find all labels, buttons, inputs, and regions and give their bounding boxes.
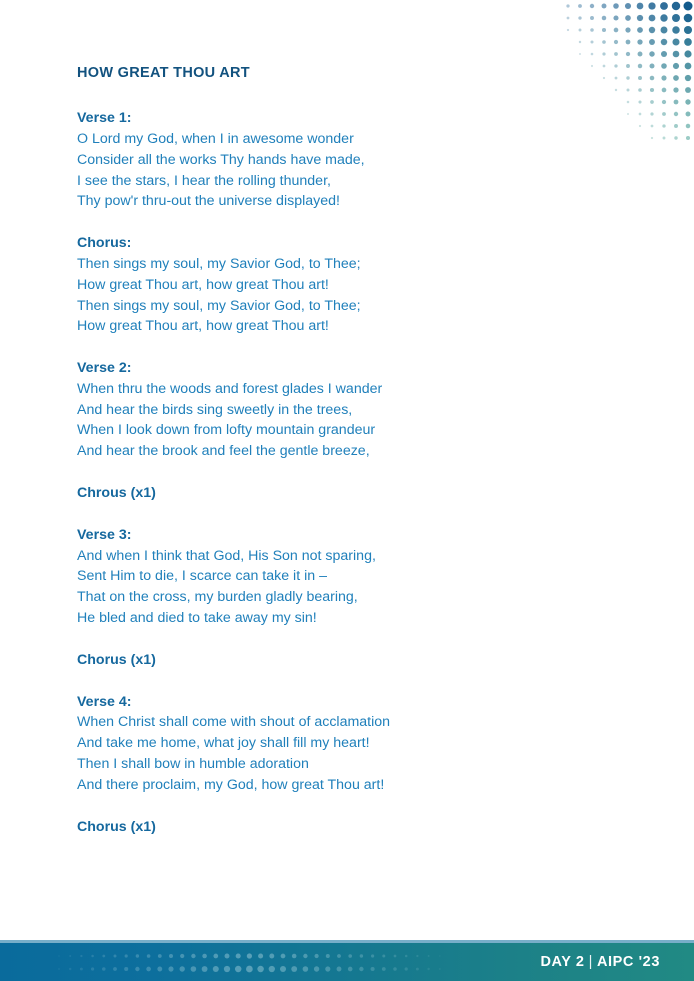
lyric-line: O Lord my God, when I in awesome wonder [77,130,354,147]
lyric-line: When I look down from lofty mountain grandeur [77,422,376,439]
lyric-section [77,525,497,629]
section-label: Chorus (x1) [77,651,156,668]
chorus-reference [77,650,497,671]
lyric-line: When thru the woods and forest glades I wander [77,380,383,397]
lyric-line: When Christ shall come with shout of acclamation [77,714,391,731]
footer-label [540,943,660,981]
section-label: Verse 4: [77,693,132,710]
lyric-section [77,692,497,796]
lyric-line: And hear the brook and feel the gentle breeze, [77,443,370,460]
lyrics-sections [77,108,497,837]
footer-day-label: DAY 2 [540,954,585,970]
lyric-line: Sent Him to die, I scarce can take it in – [77,568,327,585]
section-label: Chrous (x1) [77,485,156,502]
section-label: Chorus (x1) [77,818,156,835]
footer-bar [0,943,694,981]
lyric-line: And take me home, what joy shall fill my heart! [77,735,370,752]
lyric-line: And there proclaim, my God, how great Thou art! [77,776,385,793]
lyric-section [77,108,497,212]
lyric-section [77,358,497,462]
section-label: Verse 1: [77,110,132,127]
section-label: Chorus: [77,235,132,252]
lyric-line: Thy pow'r thru-out the universe displayed! [77,193,340,210]
footer-event-label: AIPC '23 [596,954,660,970]
halftone-dots-decoration [564,0,694,145]
section-label: Verse 2: [77,360,132,377]
section-label: Verse 3: [77,526,132,543]
lyric-line: Consider all the works Thy hands have made, [77,151,365,168]
lyric-line: And when I think that God, His Son not sparing, [77,547,376,564]
lyric-line: I see the stars, I hear the rolling thunder, [77,172,331,189]
footer-dot-pattern [55,943,455,981]
lyric-line: How great Thou art, how great Thou art! [77,318,329,335]
chorus-reference [77,483,497,504]
lyric-line: That on the cross, my burden gladly bearing, [77,589,358,606]
lyric-line: Then I shall bow in humble adoration [77,756,309,773]
lyric-line: He bled and died to take away my sin! [77,610,317,627]
lyric-section [77,233,497,337]
lyric-line: And hear the birds sing sweetly in the trees, [77,401,353,418]
page-title: HOW GREAT THOU ART [77,65,250,81]
lyric-line: Then sings my soul, my Savior God, to Thee; [77,255,361,272]
lyric-line: Then sings my soul, my Savior God, to Thee; [77,297,361,314]
lyrics-sheet [77,64,497,858]
footer-divider: | [588,954,593,970]
lyric-line: How great Thou art, how great Thou art! [77,276,329,293]
chorus-reference [77,817,497,838]
